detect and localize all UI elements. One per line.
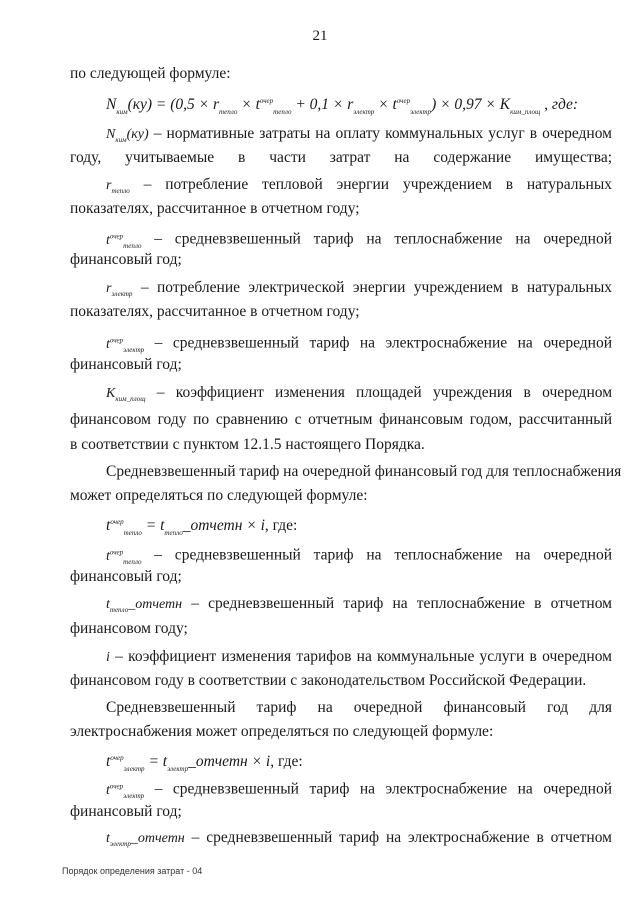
text-line: финансовый год; — [70, 568, 182, 585]
text-line: может определяться по следующей формуле: — [70, 487, 368, 504]
text-line: Средневзвешенный тариф на очередной финансовый год для — [106, 699, 612, 716]
definition-line: $t_{электр}\_отчетн$ – средневзвешенный тариф на электроснабжение в отчетном — [106, 829, 612, 848]
text-line: году, учитываемые в части затрат на содержание имущества; — [70, 149, 612, 166]
footer: Порядок определения затрат - 04 — [62, 866, 203, 876]
variable: $N_{ким}(ку)$ — [106, 127, 149, 144]
variable: $t^{очер}_{тепло}$ — [106, 548, 142, 566]
variable: $r_{электр}$ — [106, 281, 133, 298]
definition-line: i – коэффициент изменения тарифов на коммунальные услуги в очередном — [106, 648, 612, 665]
formula-utilities: $N_{ким}(ку) = (0,5 \times r_{тепло} \times t^{очер}_{тепло} + 0,1 \times r_{электр} \times t^{очер}_{электр}) \times 0,97 \times K_{ким\_площ}$ , где: — [106, 96, 579, 117]
definition-line: $t^{очер}_{тепло}$ – средневзвешенный тариф на теплоснабжение на очередной — [106, 546, 612, 566]
text-line: показателях, рассчитанное в отчетном году; — [70, 303, 360, 320]
variable: $r_{тепло}$ — [106, 178, 130, 195]
definition-line: $K_{ким\_площ}$ – коэффициент изменения площадей учреждения в очередном — [106, 384, 612, 403]
text-line: электроснабжения может определяться по следующей формуле: — [70, 723, 494, 740]
definition-line: $N_{ким}(ку)$ – нормативные затраты на оплату коммунальных услуг в очередном — [106, 125, 612, 144]
variable: i — [106, 650, 110, 665]
text-line: в соответствии с пунктом 12.1.5 настоящего Порядка. — [70, 436, 425, 453]
page-number: 21 — [312, 28, 328, 44]
definition-line: $t^{очер}_{тепло}$ – средневзвешенный тариф на теплоснабжение на очередной — [106, 230, 612, 250]
text-line: финансовый год; — [70, 803, 182, 820]
definition-line: $t^{очер}_{электр}$ – средневзвешенный тариф на электроснабжение на очередной — [106, 780, 612, 800]
definition-line: $t^{очер}_{электр}$ – средневзвешенный тариф на электроснабжение на очередной — [106, 334, 612, 354]
formula-electric-tariff: $t^{очер}_{электр}$ = $t_{электр}\_отчетн \times i$, где: — [106, 753, 303, 774]
variable: $t^{очер}_{электр}$ — [106, 336, 145, 354]
formula-heat-tariff: $t^{очер}_{тепло}$ = $t_{тепло}\_отчетн \times i$, где: — [106, 517, 298, 538]
text-line: финансовом году; — [70, 620, 188, 637]
variable: $t^{очер}_{тепло}$ — [106, 232, 142, 250]
definition-line: $r_{электр}$ – потребление электрической энергии учреждением в натуральных — [106, 279, 612, 298]
variable: $t^{очер}_{электр}$ — [106, 782, 145, 800]
text-line: показателях, рассчитанное в отчетном году; — [70, 200, 360, 217]
variable: $t_{тепло}\_отчетн$ — [106, 597, 183, 614]
definition-line: $r_{тепло}$ – потребление тепловой энергии учреждением в натуральных — [106, 176, 612, 195]
text-line: по следующей формуле: — [70, 65, 231, 82]
definition-line: $t_{тепло}\_отчетн$ – средневзвешенный тариф на теплоснабжение в отчетном — [106, 595, 612, 614]
variable: $K_{ким\_площ}$ — [106, 386, 146, 403]
variable: $t_{электр}\_отчетн$ — [106, 831, 185, 848]
text-line: финансовый год; — [70, 251, 182, 268]
text-line: Средневзвешенный тариф на очередной финансовый год для теплоснабжения — [106, 463, 622, 480]
text-line: финансовом году в соответствии с законодательством Российской Федерации. — [70, 672, 587, 689]
text-line: финансовый год; — [70, 356, 182, 373]
text-line: финансовом году по сравнению с отчетным финансовым годом, рассчитанный — [70, 411, 612, 428]
